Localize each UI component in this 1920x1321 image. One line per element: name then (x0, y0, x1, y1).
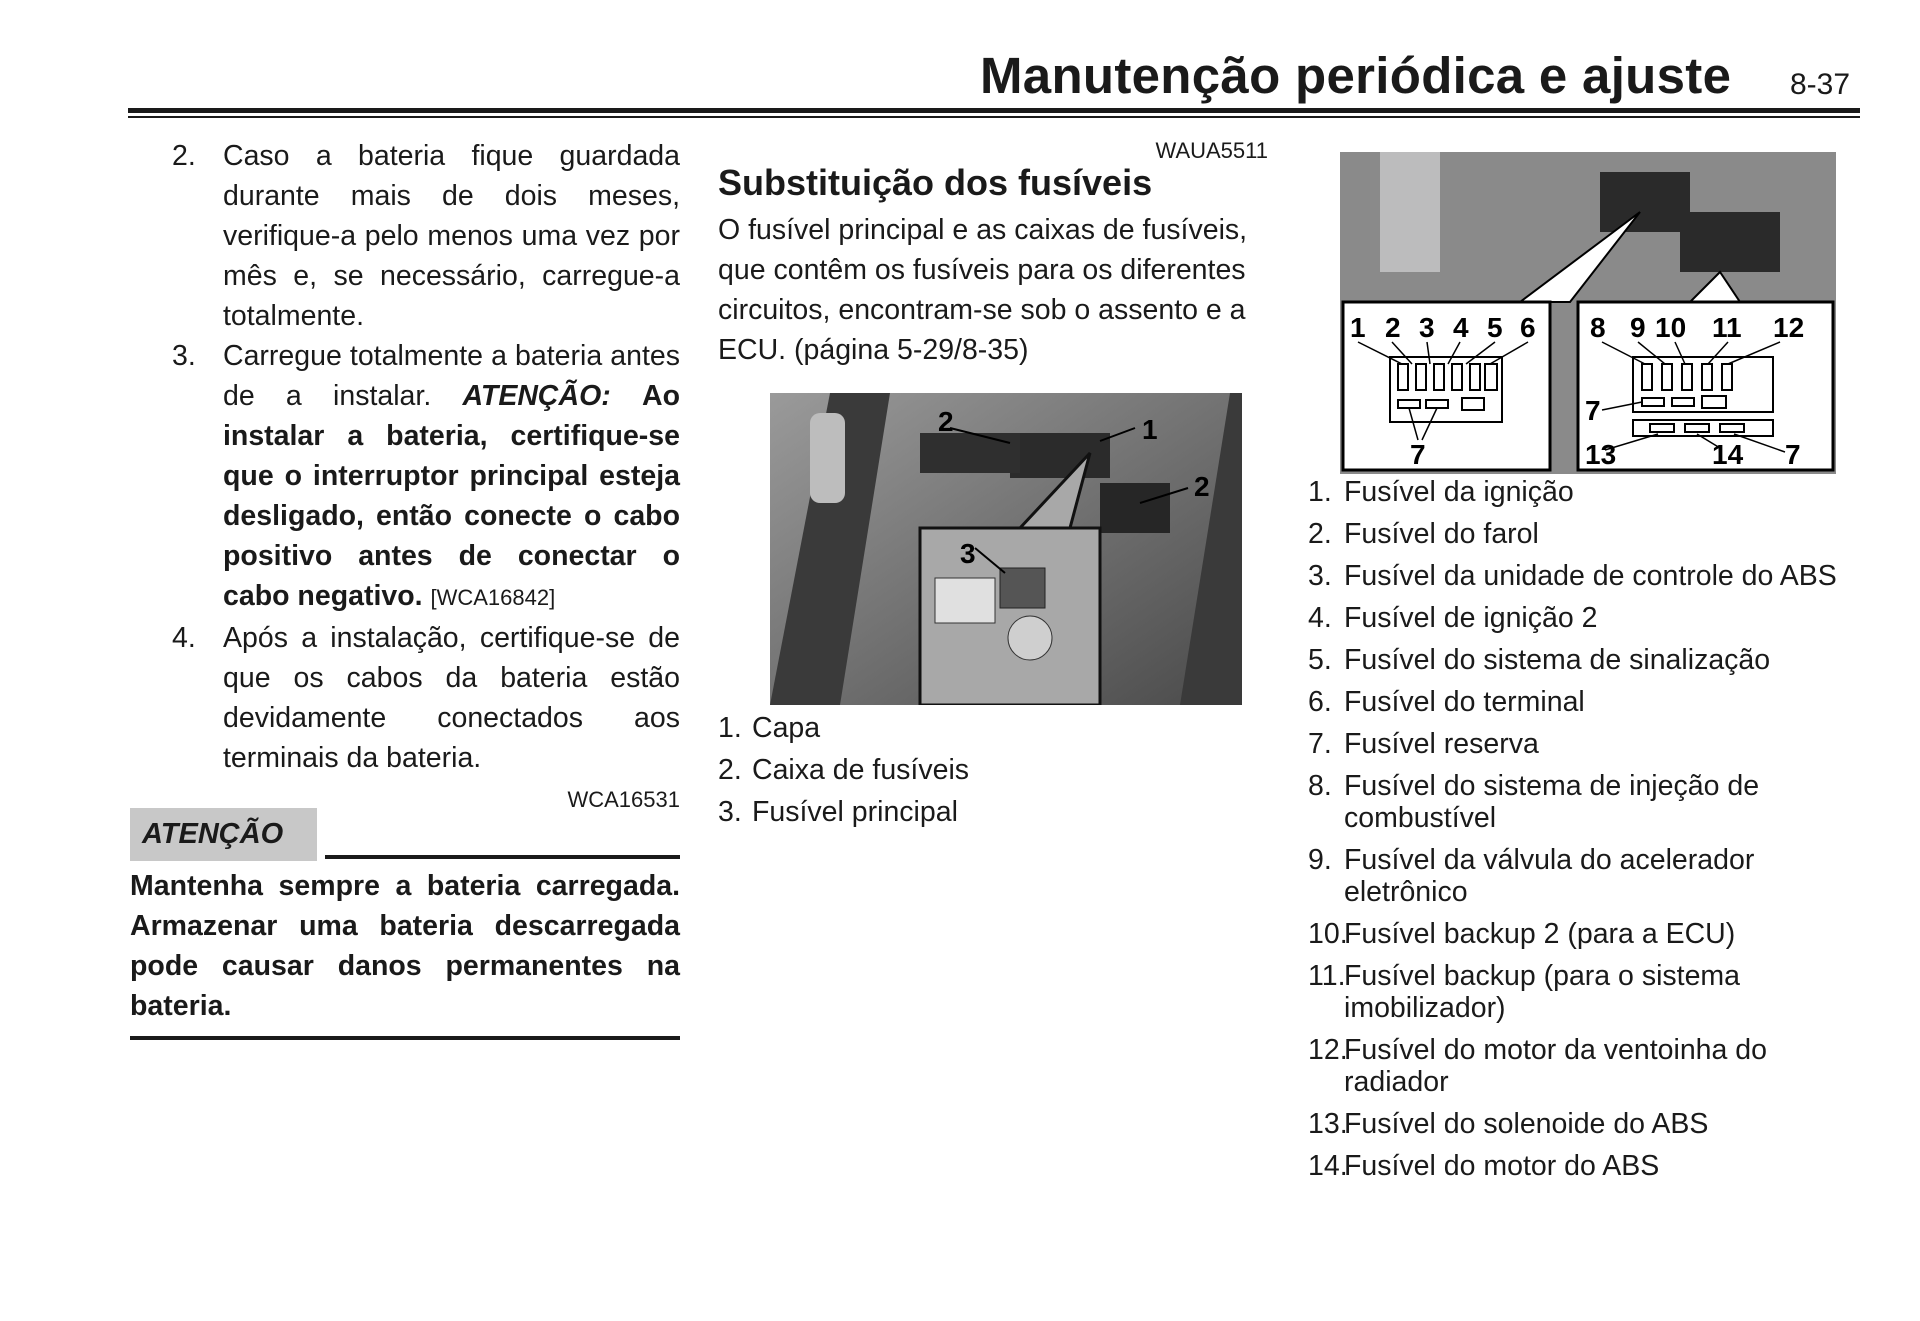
diagram-label-7: 7 (1785, 439, 1801, 470)
caption-number: 8. (1308, 770, 1332, 802)
caption-item (1308, 918, 1868, 950)
caption-number: 12. (1308, 1034, 1348, 1066)
diagram-label-1: 1 (1350, 312, 1366, 343)
diagram-label-8: 8 (1590, 312, 1606, 343)
fuse-slot (1434, 364, 1444, 390)
abs-fuse (1685, 424, 1709, 432)
caption-number: 13. (1308, 1108, 1348, 1140)
caution-code: WCA16531 (567, 787, 680, 812)
spare-fuse (1672, 398, 1694, 406)
diagram-fuse-box-a (1600, 172, 1690, 232)
caption-text: Fusível do solenoide do ABS (1344, 1108, 1709, 1140)
caption-number: 6. (1308, 686, 1332, 718)
caption-text: Fusível backup (para o sistema imobilizador) (1344, 960, 1741, 1024)
warning-code: [WCA16842] (430, 585, 556, 610)
fuse-slot (1642, 364, 1652, 390)
caption-item (1308, 1034, 1868, 1098)
page-title: Manutenção periódica e ajuste (980, 47, 1732, 104)
diagram-label-5: 5 (1487, 312, 1503, 343)
caption-number: 10. (1308, 918, 1348, 950)
page-number: 8-37 (1790, 68, 1851, 101)
step-text: Caso a bateria fique guardada durante mais de dois meses, verifique-a pelo menos uma vez por mês e, se necessário, carregue-a totalmente. (223, 140, 680, 332)
step-text: Após a instalação, certifique-se de que os cabos da bateria estão devidamente conectados aos terminais da bateria. (223, 622, 680, 774)
warning-label: ATENÇÃO: (462, 380, 611, 412)
caption-item (1308, 770, 1868, 834)
callout-2: 2 (938, 406, 954, 437)
caption-number: 7. (1308, 728, 1332, 760)
section-code: WAUA5511 (1155, 138, 1268, 163)
abs-fuse (1650, 424, 1674, 432)
caption-text: Fusível principal (752, 796, 958, 828)
caption-item (1308, 560, 1868, 592)
caption-item (718, 792, 1268, 832)
caption-number: 11. (1308, 960, 1346, 992)
caution-rule-top (325, 855, 680, 859)
section-title: Substituição dos fusíveis (718, 162, 1153, 203)
step-text: Carregue totalmente a bateria antes de a instalar. (223, 340, 680, 412)
caption-text: Fusível da válvula do acelerador eletrônico (1344, 844, 1755, 908)
inset-component (935, 578, 995, 623)
caption-item (1308, 960, 1868, 1024)
caption-item (718, 750, 1268, 790)
fuse-slot (1470, 364, 1480, 390)
caption-text: Fusível do sistema de sinalização (1344, 644, 1771, 676)
fuse-slot (1722, 364, 1732, 390)
diagram-label-11: 11 (1712, 312, 1742, 343)
diagram-label-10: 10 (1655, 312, 1687, 343)
warning-text: Ao instalar a bateria, certifique-se que o interruptor principal esteja desligado, então conecte o cabo positivo antes de conectar o cabo negativo. (223, 380, 680, 612)
caption-number: 3. (718, 796, 742, 828)
section-body: O fusível principal e as caixas de fusíveis, que contêm os fusíveis para os diferentes circuitos, encontram-se sob o assento e a ECU. (página 5-29/8-35) (718, 214, 1248, 366)
caption-item (1308, 728, 1868, 760)
caption-text: Fusível backup 2 (para a ECU) (1344, 918, 1736, 950)
fuse-slot (1416, 364, 1426, 390)
caption-text: Fusível da unidade de controle do ABS (1344, 560, 1837, 592)
caption-item (718, 708, 1268, 748)
caption-number: 1. (718, 712, 742, 744)
fuse-slot (1452, 364, 1462, 390)
diagram-fuse-box-b (1680, 212, 1780, 272)
diagram-label-2: 2 (1385, 312, 1401, 343)
diagram-label-4: 4 (1453, 312, 1469, 343)
caution-text: Mantenha sempre a bateria carregada. Armazenar uma bateria descarregada pode causar danos permanentes na bateria. (130, 870, 680, 1022)
caption-item (1308, 602, 1868, 634)
callout-1: 1 (1142, 414, 1158, 445)
callout-3: 3 (960, 538, 976, 569)
fuse-cover (920, 433, 1020, 473)
fuse-slot (1662, 364, 1672, 390)
caption-item (1308, 518, 1868, 550)
diagram-label-12: 12 (1773, 312, 1805, 343)
caption-item (1308, 476, 1868, 508)
step-number: 4. (172, 622, 196, 654)
caption-number: 2. (718, 754, 742, 786)
fuse-box-diagram (1340, 152, 1836, 474)
spare-slot (1462, 398, 1484, 410)
caption-text: Fusível do sistema de injeção de combustível (1344, 770, 1760, 834)
diagram-label-3: 3 (1419, 312, 1435, 343)
diagram-label-7: 7 (1585, 395, 1601, 426)
caption-number: 9. (1308, 844, 1332, 876)
step-item (130, 336, 680, 618)
caption-item (1308, 686, 1868, 718)
diagram-label-9: 9 (1630, 312, 1646, 343)
caption-text: Capa (752, 712, 821, 744)
inset-bolt (1008, 616, 1052, 660)
step-item (130, 136, 680, 336)
caption-number: 2. (1308, 518, 1332, 550)
step-item (130, 618, 680, 778)
fuse-box-upper (1010, 433, 1110, 478)
fuse-slot (1702, 364, 1712, 390)
spring (810, 413, 845, 503)
caption-item (1308, 1108, 1868, 1140)
step-list (130, 136, 680, 778)
fuse-box-right (1100, 483, 1170, 533)
step-number: 3. (172, 340, 196, 372)
spare-fuse (1642, 398, 1664, 406)
caption-number: 5. (1308, 644, 1332, 676)
fuse-location-figure (770, 393, 1242, 705)
caution-label: ATENÇÃO (130, 808, 317, 861)
header-rule (128, 108, 1860, 113)
caption-number: 3. (1308, 560, 1332, 592)
caption-item (1308, 644, 1868, 676)
step-number: 2. (172, 140, 196, 172)
fuse-slot (1398, 364, 1408, 390)
caption-text: Fusível do motor da ventoinha do radiador (1344, 1034, 1768, 1098)
caption-text: Caixa de fusíveis (752, 754, 970, 786)
main-fuse (1000, 568, 1045, 608)
caption-text: Fusível do motor do ABS (1344, 1150, 1660, 1182)
caption-text: Fusível da ignição (1344, 476, 1574, 508)
caption-text: Fusível do farol (1344, 518, 1539, 550)
caption-item (1308, 1150, 1868, 1182)
caption-text: Fusível do terminal (1344, 686, 1585, 718)
caption-item (1308, 844, 1868, 908)
abs-fuse (1720, 424, 1744, 432)
header-rule-thin (128, 116, 1860, 118)
diagram-label-13: 13 (1585, 439, 1617, 470)
caption-number: 4. (1308, 602, 1332, 634)
diagram-label-7: 7 (1410, 439, 1426, 470)
callout-2: 2 (1194, 471, 1210, 502)
spare-fuse (1426, 400, 1448, 408)
caption-text: Fusível de ignição 2 (1344, 602, 1598, 634)
left-column (130, 136, 680, 820)
fuse-slot (1485, 364, 1497, 390)
spare-slot (1702, 396, 1726, 408)
spare-fuse (1398, 400, 1420, 408)
figure-captions (718, 708, 1268, 832)
caption-text: Fusível reserva (1344, 728, 1539, 760)
caption-number: 1. (1308, 476, 1332, 508)
diagram-label-6: 6 (1520, 312, 1536, 343)
fuse-caption-list (1308, 476, 1868, 1192)
caution-rule-bottom (130, 1036, 680, 1040)
fuse-slot (1682, 364, 1692, 390)
diagram-spring (1380, 152, 1440, 272)
caption-number: 14. (1308, 1150, 1348, 1182)
diagram-label-14: 14 (1712, 439, 1744, 470)
